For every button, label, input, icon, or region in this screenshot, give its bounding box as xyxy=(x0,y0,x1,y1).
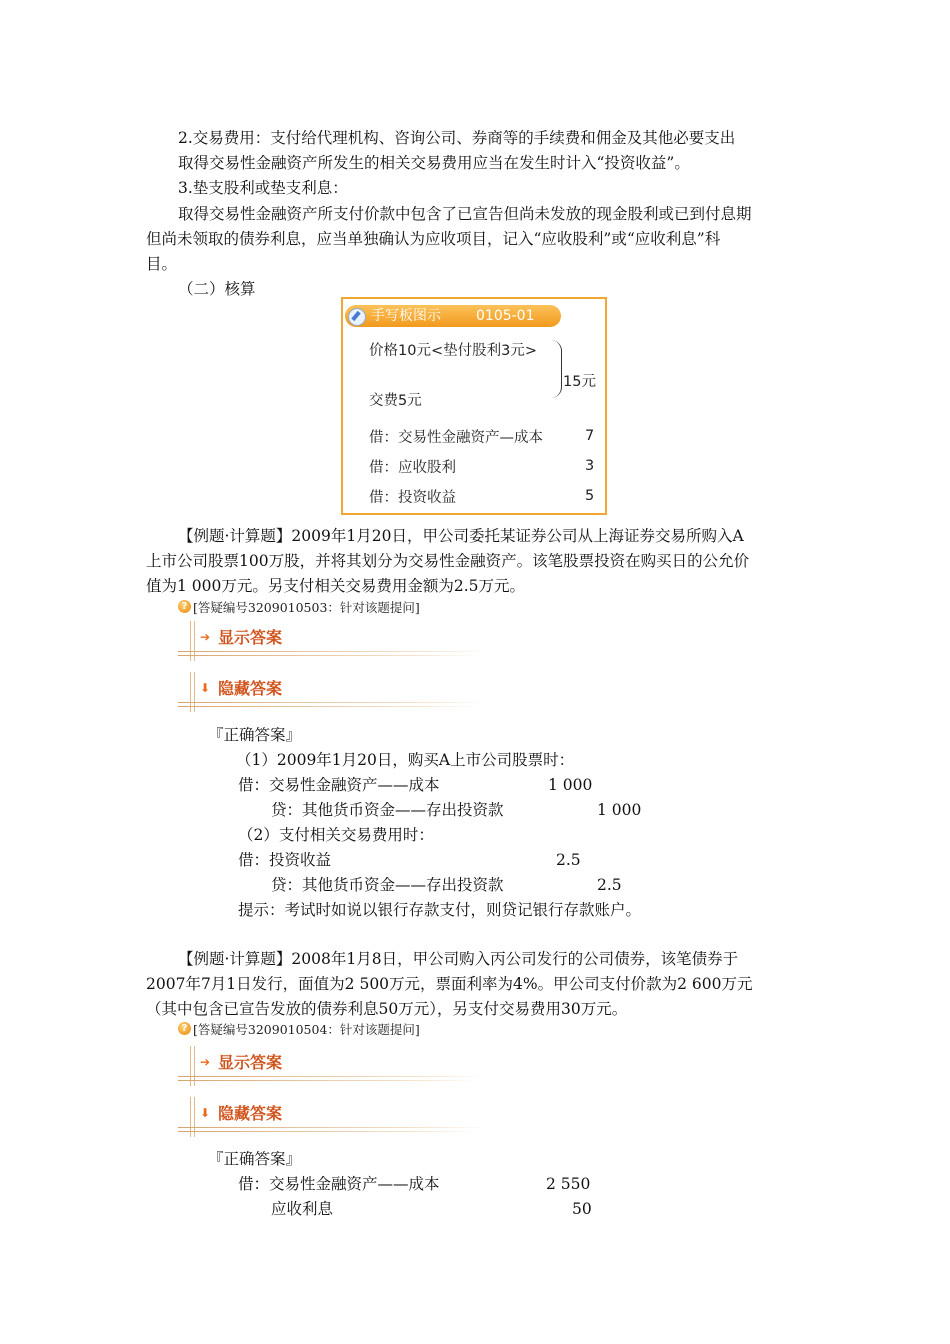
qa-link[interactable]: [答疑编号3209010503：针对该题提问] xyxy=(193,600,420,615)
answer-line: （1）2009年1月20日，购买A上市公司股票时： xyxy=(236,751,575,769)
section-heading: （二）核算 xyxy=(178,280,256,298)
answer-amount: 2 550 xyxy=(546,1175,591,1193)
show-answer-label: 显示答案 xyxy=(218,628,283,647)
paragraph-line: 取得交易性金融资产所支付价款中包含了已宣告但尚未发放的现金股利或已到付息期 xyxy=(178,205,752,223)
paragraph-line: 目。 xyxy=(146,255,178,273)
figure-title: 手写板图示 xyxy=(371,308,441,324)
entry-label: 借：投资收益 xyxy=(369,490,456,506)
answer-line: 贷：其他货币资金——存出投资款 xyxy=(271,876,504,894)
handwriting-board-figure xyxy=(341,297,607,515)
question-icon: ? xyxy=(178,1022,191,1035)
entry-value: 5 xyxy=(585,488,595,504)
entry-value: 3 xyxy=(585,458,595,474)
show-answer-button[interactable] xyxy=(178,621,488,669)
figure-title-bar xyxy=(345,305,561,327)
example-line: 【例题·计算题】2008年1月8日，甲公司购入丙公司发行的公司债券，该笔债券于 xyxy=(178,950,739,968)
arrow-down-icon: ⬇ xyxy=(200,1106,211,1120)
hide-answer-label: 隐藏答案 xyxy=(218,679,283,698)
answer-line: 借：投资收益 xyxy=(238,851,332,869)
figure-code: 0105-01 xyxy=(476,308,535,324)
example-line: 值为1 000万元。另支付相关交易费用金额为2.5万元。 xyxy=(146,577,526,595)
example-line: 上市公司股票100万股，并将其划分为交易性金融资产。该笔股票投资在购买日的公允价 xyxy=(146,552,750,570)
answer-amount: 1 000 xyxy=(597,801,642,819)
example-line: （其中包含已宣告发放的债券利息50万元），另支付交易费用30万元。 xyxy=(146,1000,628,1018)
paragraph-line: 取得交易性金融资产所发生的相关交易费用应当在发生时计入“投资收益”。 xyxy=(178,154,690,172)
example-line: 2007年7月1日发行，面值为2 500万元，票面利率为4%。甲公司支付价款为2 600万元 xyxy=(146,975,753,993)
answer-title: 『正确答案』 xyxy=(208,1150,302,1168)
show-answer-button[interactable] xyxy=(178,1046,488,1094)
paragraph-line: 但尚未领取的债券利息，应当单独确认为应收项目，记入“应收股利”或“应收利息”科 xyxy=(146,230,721,248)
answer-line: 贷：其他货币资金——存出投资款 xyxy=(271,801,504,819)
entry-value: 7 xyxy=(585,428,595,444)
show-answer-label: 显示答案 xyxy=(218,1053,283,1072)
hide-answer-label: 隐藏答案 xyxy=(218,1104,283,1123)
answer-amount: 1 000 xyxy=(548,776,593,794)
question-icon: ? xyxy=(178,600,191,613)
answer-line: 借：交易性金融资产——成本 xyxy=(238,776,440,794)
answer-amount: 50 xyxy=(572,1200,592,1218)
answer-amount: 2.5 xyxy=(556,851,581,869)
arrow-down-icon: ⬇ xyxy=(200,681,211,695)
fee-note: 交费5元 xyxy=(369,393,422,409)
hide-answer-button[interactable] xyxy=(178,672,488,720)
answer-line: 应收利息 xyxy=(271,1200,334,1218)
answer-line: （2）支付相关交易费用时： xyxy=(238,826,434,844)
answer-amount: 2.5 xyxy=(597,876,622,894)
sum-note: 15元 xyxy=(563,374,596,390)
brace-mark xyxy=(551,340,562,398)
hide-answer-button[interactable] xyxy=(178,1097,488,1145)
entry-label: 借：交易性金融资产—成本 xyxy=(369,430,543,446)
entry-label: 借：应收股利 xyxy=(369,460,456,476)
arrow-right-icon: ➔ xyxy=(200,1055,211,1069)
pen-icon xyxy=(348,308,366,326)
answer-hint: 提示：考试时如说以银行存款支付，则贷记银行存款账户。 xyxy=(238,901,642,919)
qa-link[interactable]: [答疑编号3209010504：针对该题提问] xyxy=(193,1022,420,1037)
answer-title: 『正确答案』 xyxy=(208,726,302,744)
paragraph-line: 2.交易费用：支付给代理机构、咨询公司、券商等的手续费和佣金及其他必要支出 xyxy=(178,129,736,147)
paragraph-line: 3.垫支股利或垫支利息： xyxy=(178,179,348,197)
price-note: 价格10元<垫付股利3元> xyxy=(369,343,537,359)
arrow-right-icon: ➔ xyxy=(200,630,211,644)
example-line: 【例题·计算题】2009年1月20日，甲公司委托某证券公司从上海证券交易所购入A xyxy=(178,527,744,545)
answer-line: 借：交易性金融资产——成本 xyxy=(238,1175,440,1193)
